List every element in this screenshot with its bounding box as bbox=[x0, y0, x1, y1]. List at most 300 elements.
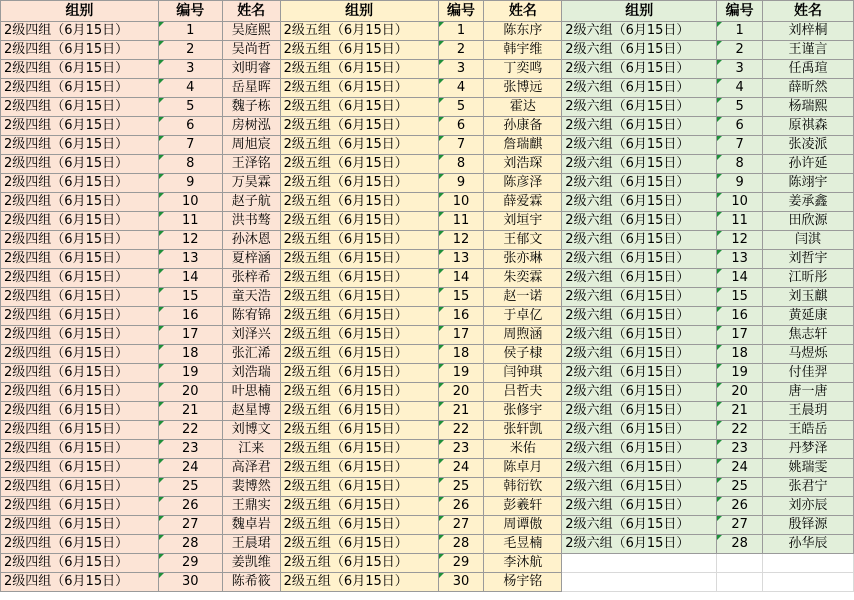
empty-cell[interactable] bbox=[717, 554, 763, 573]
group-cell[interactable]: 2级四组（6月15日） bbox=[1, 402, 159, 421]
number-cell[interactable]: 18 bbox=[717, 345, 763, 364]
number-cell[interactable]: 20 bbox=[438, 383, 484, 402]
name-cell[interactable]: 薛爱霖 bbox=[484, 193, 562, 212]
name-cell[interactable]: 朱奕霖 bbox=[484, 269, 562, 288]
group-cell[interactable]: 2级四组（6月15日） bbox=[1, 231, 159, 250]
group-cell[interactable]: 2级五组（6月15日） bbox=[280, 383, 438, 402]
number-cell[interactable]: 28 bbox=[438, 535, 484, 554]
name-cell[interactable]: 陈宥锦 bbox=[222, 307, 280, 326]
group-cell[interactable]: 2级四组（6月15日） bbox=[1, 60, 159, 79]
group-cell[interactable]: 2级六组（6月15日） bbox=[562, 212, 717, 231]
group-cell[interactable]: 2级五组（6月15日） bbox=[280, 60, 438, 79]
name-cell[interactable]: 马煜烁 bbox=[763, 345, 854, 364]
name-cell[interactable]: 刘哲宇 bbox=[763, 250, 854, 269]
number-cell[interactable]: 23 bbox=[438, 440, 484, 459]
empty-cell[interactable] bbox=[717, 573, 763, 592]
name-cell[interactable]: 黄延康 bbox=[763, 307, 854, 326]
number-cell[interactable]: 3 bbox=[438, 60, 484, 79]
group-cell[interactable]: 2级六组（6月15日） bbox=[562, 174, 717, 193]
name-cell[interactable]: 殷铎源 bbox=[763, 516, 854, 535]
name-cell[interactable]: 陈彦泽 bbox=[484, 174, 562, 193]
number-cell[interactable]: 14 bbox=[717, 269, 763, 288]
name-cell[interactable]: 孙沐恩 bbox=[222, 231, 280, 250]
name-cell[interactable]: 张汇浠 bbox=[222, 345, 280, 364]
table-row bbox=[1, 554, 854, 573]
table-row bbox=[1, 22, 854, 41]
group-cell[interactable]: 2级五组（6月15日） bbox=[280, 212, 438, 231]
group-cell[interactable]: 2级五组（6月15日） bbox=[280, 516, 438, 535]
header-name-2[interactable]: 姓名 bbox=[484, 1, 562, 22]
group-cell[interactable]: 2级四组（6月15日） bbox=[1, 98, 159, 117]
group-cell[interactable]: 2级五组（6月15日） bbox=[280, 459, 438, 478]
name-cell[interactable]: 王泽铭 bbox=[222, 155, 280, 174]
group-cell[interactable]: 2级六组（6月15日） bbox=[562, 250, 717, 269]
number-cell[interactable]: 16 bbox=[717, 307, 763, 326]
name-cell[interactable]: 魏卓岩 bbox=[222, 516, 280, 535]
empty-cell[interactable] bbox=[763, 573, 854, 592]
group-cell[interactable]: 2级四组（6月15日） bbox=[1, 326, 159, 345]
header-name-1[interactable]: 姓名 bbox=[222, 1, 280, 22]
table-row bbox=[1, 573, 854, 592]
name-cell[interactable]: 吕哲夫 bbox=[484, 383, 562, 402]
name-cell[interactable]: 田欣源 bbox=[763, 212, 854, 231]
table-row bbox=[1, 345, 854, 364]
table-row bbox=[1, 136, 854, 155]
name-cell[interactable]: 洪书骜 bbox=[222, 212, 280, 231]
header-name-3[interactable]: 姓名 bbox=[763, 1, 854, 22]
number-cell[interactable]: 11 bbox=[438, 212, 484, 231]
group-cell[interactable]: 2级六组（6月15日） bbox=[562, 193, 717, 212]
header-number-1[interactable]: 编号 bbox=[158, 1, 222, 22]
group-cell[interactable]: 2级五组（6月15日） bbox=[280, 345, 438, 364]
number-cell[interactable]: 17 bbox=[158, 326, 222, 345]
group-cell[interactable]: 2级五组（6月15日） bbox=[280, 193, 438, 212]
number-cell[interactable]: 28 bbox=[158, 535, 222, 554]
number-cell[interactable]: 26 bbox=[158, 497, 222, 516]
group-cell[interactable]: 2级四组（6月15日） bbox=[1, 364, 159, 383]
name-cell[interactable]: 焦志轩 bbox=[763, 326, 854, 345]
name-cell[interactable]: 周旭宸 bbox=[222, 136, 280, 155]
name-cell[interactable]: 陈卓月 bbox=[484, 459, 562, 478]
header-number-3[interactable]: 编号 bbox=[717, 1, 763, 22]
number-cell[interactable]: 22 bbox=[717, 421, 763, 440]
number-cell[interactable]: 21 bbox=[158, 402, 222, 421]
number-cell[interactable]: 25 bbox=[158, 478, 222, 497]
name-cell[interactable]: 高泽君 bbox=[222, 459, 280, 478]
number-cell[interactable]: 5 bbox=[438, 98, 484, 117]
table-row bbox=[1, 98, 854, 117]
name-cell[interactable]: 张亦琳 bbox=[484, 250, 562, 269]
group-cell[interactable]: 2级五组（6月15日） bbox=[280, 554, 438, 573]
name-cell[interactable]: 孙许延 bbox=[763, 155, 854, 174]
group-cell[interactable]: 2级六组（6月15日） bbox=[562, 516, 717, 535]
number-cell[interactable]: 22 bbox=[438, 421, 484, 440]
group-cell[interactable]: 2级五组（6月15日） bbox=[280, 478, 438, 497]
name-cell[interactable]: 丹梦泽 bbox=[763, 440, 854, 459]
group-cell[interactable]: 2级四组（6月15日） bbox=[1, 554, 159, 573]
group-cell[interactable]: 2级四组（6月15日） bbox=[1, 516, 159, 535]
table-row bbox=[1, 402, 854, 421]
number-cell[interactable]: 8 bbox=[158, 155, 222, 174]
group-cell[interactable]: 2级五组（6月15日） bbox=[280, 288, 438, 307]
group-cell[interactable]: 2级四组（6月15日） bbox=[1, 421, 159, 440]
group-cell[interactable]: 2级四组（6月15日） bbox=[1, 307, 159, 326]
number-cell[interactable]: 6 bbox=[438, 117, 484, 136]
number-cell[interactable]: 19 bbox=[158, 364, 222, 383]
name-cell[interactable]: 丁奕鸣 bbox=[484, 60, 562, 79]
number-cell[interactable]: 7 bbox=[158, 136, 222, 155]
group-cell[interactable]: 2级五组（6月15日） bbox=[280, 364, 438, 383]
number-cell[interactable]: 25 bbox=[717, 478, 763, 497]
number-cell[interactable]: 12 bbox=[438, 231, 484, 250]
group-cell[interactable]: 2级六组（6月15日） bbox=[562, 117, 717, 136]
name-cell[interactable]: 吴尚哲 bbox=[222, 41, 280, 60]
group-cell[interactable]: 2级五组（6月15日） bbox=[280, 174, 438, 193]
number-cell[interactable]: 25 bbox=[438, 478, 484, 497]
name-cell[interactable]: 赵一诺 bbox=[484, 288, 562, 307]
group-cell[interactable]: 2级四组（6月15日） bbox=[1, 288, 159, 307]
name-cell[interactable]: 刘梓桐 bbox=[763, 22, 854, 41]
name-cell[interactable]: 詹瑞麒 bbox=[484, 136, 562, 155]
group-cell[interactable]: 2级六组（6月15日） bbox=[562, 383, 717, 402]
number-cell[interactable]: 1 bbox=[438, 22, 484, 41]
number-cell[interactable]: 11 bbox=[158, 212, 222, 231]
header-number-2[interactable]: 编号 bbox=[438, 1, 484, 22]
number-cell[interactable]: 7 bbox=[438, 136, 484, 155]
group-cell[interactable]: 2级六组（6月15日） bbox=[562, 98, 717, 117]
name-cell[interactable]: 房树泓 bbox=[222, 117, 280, 136]
number-cell[interactable]: 3 bbox=[717, 60, 763, 79]
group-cell[interactable]: 2级四组（6月15日） bbox=[1, 193, 159, 212]
name-cell[interactable]: 于卓亿 bbox=[484, 307, 562, 326]
number-cell[interactable]: 21 bbox=[438, 402, 484, 421]
name-cell[interactable]: 韩衍钦 bbox=[484, 478, 562, 497]
number-cell[interactable]: 13 bbox=[158, 250, 222, 269]
name-cell[interactable]: 张博远 bbox=[484, 79, 562, 98]
group-cell[interactable]: 2级六组（6月15日） bbox=[562, 231, 717, 250]
group-cell[interactable]: 2级六组（6月15日） bbox=[562, 478, 717, 497]
table-row bbox=[1, 440, 854, 459]
name-cell[interactable]: 付佳羿 bbox=[763, 364, 854, 383]
name-cell[interactable]: 刘浩瑞 bbox=[222, 364, 280, 383]
number-cell[interactable]: 5 bbox=[158, 98, 222, 117]
name-cell[interactable]: 孙康备 bbox=[484, 117, 562, 136]
number-cell[interactable]: 2 bbox=[717, 41, 763, 60]
name-cell[interactable]: 陈翊宇 bbox=[763, 174, 854, 193]
number-cell[interactable]: 30 bbox=[438, 573, 484, 592]
group-cell[interactable]: 2级四组（6月15日） bbox=[1, 573, 159, 592]
group-cell[interactable]: 2级四组（6月15日） bbox=[1, 535, 159, 554]
name-cell[interactable]: 王鼎实 bbox=[222, 497, 280, 516]
number-cell[interactable]: 6 bbox=[158, 117, 222, 136]
group-cell[interactable]: 2级四组（6月15日） bbox=[1, 174, 159, 193]
number-cell[interactable]: 10 bbox=[438, 193, 484, 212]
number-cell[interactable]: 9 bbox=[717, 174, 763, 193]
number-cell[interactable]: 28 bbox=[717, 535, 763, 554]
name-cell[interactable]: 岳星晖 bbox=[222, 79, 280, 98]
name-cell[interactable]: 江来 bbox=[222, 440, 280, 459]
name-cell[interactable]: 杨宇铭 bbox=[484, 573, 562, 592]
group-cell[interactable]: 2级六组（6月15日） bbox=[562, 136, 717, 155]
group-cell[interactable]: 2级六组（6月15日） bbox=[562, 60, 717, 79]
table-row bbox=[1, 516, 854, 535]
number-cell[interactable]: 19 bbox=[438, 364, 484, 383]
name-cell[interactable]: 张轩凯 bbox=[484, 421, 562, 440]
group-cell[interactable]: 2级四组（6月15日） bbox=[1, 117, 159, 136]
name-cell[interactable]: 叶思楠 bbox=[222, 383, 280, 402]
name-cell[interactable]: 霍达 bbox=[484, 98, 562, 117]
number-cell[interactable]: 9 bbox=[438, 174, 484, 193]
empty-cell[interactable] bbox=[562, 573, 717, 592]
number-cell[interactable]: 27 bbox=[438, 516, 484, 535]
name-cell[interactable]: 魏子栋 bbox=[222, 98, 280, 117]
table-row bbox=[1, 212, 854, 231]
empty-cell[interactable] bbox=[562, 554, 717, 573]
group-cell[interactable]: 2级六组（6月15日） bbox=[562, 364, 717, 383]
group-cell[interactable]: 2级四组（6月15日） bbox=[1, 269, 159, 288]
empty-cell[interactable] bbox=[763, 554, 854, 573]
group-cell[interactable]: 2级六组（6月15日） bbox=[562, 459, 717, 478]
name-cell[interactable]: 刘泽兴 bbox=[222, 326, 280, 345]
group-cell[interactable]: 2级五组（6月15日） bbox=[280, 421, 438, 440]
group-cell[interactable]: 2级六组（6月15日） bbox=[562, 535, 717, 554]
number-cell[interactable]: 11 bbox=[717, 212, 763, 231]
group-cell[interactable]: 2级六组（6月15日） bbox=[562, 41, 717, 60]
name-cell[interactable]: 毛昱楠 bbox=[484, 535, 562, 554]
group-cell[interactable]: 2级六组（6月15日） bbox=[562, 326, 717, 345]
table-row bbox=[1, 307, 854, 326]
table-row bbox=[1, 193, 854, 212]
number-cell[interactable]: 15 bbox=[438, 288, 484, 307]
name-cell[interactable]: 张修宇 bbox=[484, 402, 562, 421]
name-cell[interactable]: 韩宇维 bbox=[484, 41, 562, 60]
number-cell[interactable]: 20 bbox=[717, 383, 763, 402]
group-cell[interactable]: 2级五组（6月15日） bbox=[280, 117, 438, 136]
number-cell[interactable]: 22 bbox=[158, 421, 222, 440]
group-cell[interactable]: 2级五组（6月15日） bbox=[280, 79, 438, 98]
name-cell[interactable]: 任禹瑄 bbox=[763, 60, 854, 79]
number-cell[interactable]: 14 bbox=[158, 269, 222, 288]
name-cell[interactable]: 赵星博 bbox=[222, 402, 280, 421]
number-cell[interactable]: 30 bbox=[158, 573, 222, 592]
name-cell[interactable]: 姚瑞雯 bbox=[763, 459, 854, 478]
number-cell[interactable]: 24 bbox=[438, 459, 484, 478]
number-cell[interactable]: 23 bbox=[158, 440, 222, 459]
number-cell[interactable]: 12 bbox=[717, 231, 763, 250]
name-cell[interactable]: 王郁文 bbox=[484, 231, 562, 250]
header-row bbox=[1, 1, 854, 22]
number-cell[interactable]: 8 bbox=[717, 155, 763, 174]
group-cell[interactable]: 2级六组（6月15日） bbox=[562, 345, 717, 364]
group-cell[interactable]: 2级五组（6月15日） bbox=[280, 250, 438, 269]
number-cell[interactable]: 7 bbox=[717, 136, 763, 155]
group-cell[interactable]: 2级六组（6月15日） bbox=[562, 79, 717, 98]
number-cell[interactable]: 23 bbox=[717, 440, 763, 459]
name-cell[interactable]: 裴博然 bbox=[222, 478, 280, 497]
number-cell[interactable]: 27 bbox=[717, 516, 763, 535]
table-row bbox=[1, 326, 854, 345]
number-cell[interactable]: 13 bbox=[717, 250, 763, 269]
name-cell[interactable]: 唐一唐 bbox=[763, 383, 854, 402]
number-cell[interactable]: 2 bbox=[158, 41, 222, 60]
name-cell[interactable]: 姜承鑫 bbox=[763, 193, 854, 212]
group-cell[interactable]: 2级六组（6月15日） bbox=[562, 288, 717, 307]
number-cell[interactable]: 15 bbox=[158, 288, 222, 307]
number-cell[interactable]: 13 bbox=[438, 250, 484, 269]
name-cell[interactable]: 张君宁 bbox=[763, 478, 854, 497]
name-cell[interactable]: 万昊霖 bbox=[222, 174, 280, 193]
number-cell[interactable]: 4 bbox=[717, 79, 763, 98]
name-cell[interactable]: 王皓岳 bbox=[763, 421, 854, 440]
table-row bbox=[1, 60, 854, 79]
group-cell[interactable]: 2级四组（6月15日） bbox=[1, 212, 159, 231]
number-cell[interactable]: 26 bbox=[438, 497, 484, 516]
number-cell[interactable]: 19 bbox=[717, 364, 763, 383]
number-cell[interactable]: 10 bbox=[158, 193, 222, 212]
name-cell[interactable]: 王谨言 bbox=[763, 41, 854, 60]
number-cell[interactable]: 10 bbox=[717, 193, 763, 212]
name-cell[interactable]: 侯子棣 bbox=[484, 345, 562, 364]
number-cell[interactable]: 4 bbox=[438, 79, 484, 98]
number-cell[interactable]: 9 bbox=[158, 174, 222, 193]
group-cell[interactable]: 2级五组（6月15日） bbox=[280, 136, 438, 155]
group-cell[interactable]: 2级六组（6月15日） bbox=[562, 497, 717, 516]
header-group-2[interactable]: 组别 bbox=[280, 1, 438, 22]
group-cell[interactable]: 2级四组（6月15日） bbox=[1, 478, 159, 497]
number-cell[interactable]: 18 bbox=[438, 345, 484, 364]
group-cell[interactable]: 2级五组（6月15日） bbox=[280, 440, 438, 459]
group-cell[interactable]: 2级四组（6月15日） bbox=[1, 497, 159, 516]
name-cell[interactable]: 吴庭熙 bbox=[222, 22, 280, 41]
group-cell[interactable]: 2级四组（6月15日） bbox=[1, 136, 159, 155]
name-cell[interactable]: 刘博文 bbox=[222, 421, 280, 440]
group-cell[interactable]: 2级四组（6月15日） bbox=[1, 22, 159, 41]
number-cell[interactable]: 8 bbox=[438, 155, 484, 174]
table-row bbox=[1, 288, 854, 307]
group-cell[interactable]: 2级五组（6月15日） bbox=[280, 326, 438, 345]
number-cell[interactable]: 18 bbox=[158, 345, 222, 364]
group-cell[interactable]: 2级六组（6月15日） bbox=[562, 421, 717, 440]
group-cell[interactable]: 2级五组（6月15日） bbox=[280, 22, 438, 41]
group-cell[interactable]: 2级五组（6月15日） bbox=[280, 307, 438, 326]
header-group-3[interactable]: 组别 bbox=[562, 1, 717, 22]
number-cell[interactable]: 16 bbox=[438, 307, 484, 326]
table-row bbox=[1, 250, 854, 269]
name-cell[interactable]: 姜凯维 bbox=[222, 554, 280, 573]
name-cell[interactable]: 刘浩琛 bbox=[484, 155, 562, 174]
name-cell[interactable]: 刘亦辰 bbox=[763, 497, 854, 516]
name-cell[interactable]: 张梓希 bbox=[222, 269, 280, 288]
group-cell[interactable]: 2级五组（6月15日） bbox=[280, 41, 438, 60]
group-cell[interactable]: 2级四组（6月15日） bbox=[1, 459, 159, 478]
name-cell[interactable]: 杨瑞熙 bbox=[763, 98, 854, 117]
number-cell[interactable]: 29 bbox=[158, 554, 222, 573]
group-cell[interactable]: 2级六组（6月15日） bbox=[562, 440, 717, 459]
name-cell[interactable]: 刘玉麒 bbox=[763, 288, 854, 307]
name-cell[interactable]: 原祺森 bbox=[763, 117, 854, 136]
number-cell[interactable]: 15 bbox=[717, 288, 763, 307]
group-cell[interactable]: 2级四组（6月15日） bbox=[1, 345, 159, 364]
number-cell[interactable]: 4 bbox=[158, 79, 222, 98]
group-cell[interactable]: 2级五组（6月15日） bbox=[280, 155, 438, 174]
group-cell[interactable]: 2级五组（6月15日） bbox=[280, 269, 438, 288]
number-cell[interactable]: 6 bbox=[717, 117, 763, 136]
number-cell[interactable]: 27 bbox=[158, 516, 222, 535]
table-row bbox=[1, 174, 854, 193]
number-cell[interactable]: 3 bbox=[158, 60, 222, 79]
name-cell[interactable]: 陈希筱 bbox=[222, 573, 280, 592]
number-cell[interactable]: 26 bbox=[717, 497, 763, 516]
name-cell[interactable]: 闫钟琪 bbox=[484, 364, 562, 383]
number-cell[interactable]: 21 bbox=[717, 402, 763, 421]
group-cell[interactable]: 2级四组（6月15日） bbox=[1, 41, 159, 60]
number-cell[interactable]: 2 bbox=[438, 41, 484, 60]
group-cell[interactable]: 2级六组（6月15日） bbox=[562, 402, 717, 421]
group-cell[interactable]: 2级六组（6月15日） bbox=[562, 307, 717, 326]
name-cell[interactable]: 夏梓涵 bbox=[222, 250, 280, 269]
number-cell[interactable]: 16 bbox=[158, 307, 222, 326]
number-cell[interactable]: 24 bbox=[717, 459, 763, 478]
group-cell[interactable]: 2级六组（6月15日） bbox=[562, 269, 717, 288]
header-group-1[interactable]: 组别 bbox=[1, 1, 159, 22]
group-cell[interactable]: 2级五组（6月15日） bbox=[280, 573, 438, 592]
name-cell[interactable]: 刘明睿 bbox=[222, 60, 280, 79]
name-cell[interactable]: 孙华辰 bbox=[763, 535, 854, 554]
name-cell[interactable]: 闫淇 bbox=[763, 231, 854, 250]
number-cell[interactable]: 17 bbox=[717, 326, 763, 345]
name-cell[interactable]: 王晨玥 bbox=[763, 402, 854, 421]
number-cell[interactable]: 20 bbox=[158, 383, 222, 402]
name-cell[interactable]: 彭羲轩 bbox=[484, 497, 562, 516]
group-cell[interactable]: 2级六组（6月15日） bbox=[562, 22, 717, 41]
name-cell[interactable]: 张凌派 bbox=[763, 136, 854, 155]
table-row bbox=[1, 383, 854, 402]
number-cell[interactable]: 24 bbox=[158, 459, 222, 478]
name-cell[interactable]: 陈东序 bbox=[484, 22, 562, 41]
group-cell[interactable]: 2级五组（6月15日） bbox=[280, 402, 438, 421]
name-cell[interactable]: 童天浩 bbox=[222, 288, 280, 307]
group-cell[interactable]: 2级四组（6月15日） bbox=[1, 79, 159, 98]
group-cell[interactable]: 2级五组（6月15日） bbox=[280, 98, 438, 117]
number-cell[interactable]: 17 bbox=[438, 326, 484, 345]
name-cell[interactable]: 薛昕然 bbox=[763, 79, 854, 98]
group-cell[interactable]: 2级四组（6月15日） bbox=[1, 383, 159, 402]
name-cell[interactable]: 赵子航 bbox=[222, 193, 280, 212]
number-cell[interactable]: 1 bbox=[158, 22, 222, 41]
group-cell[interactable]: 2级五组（6月15日） bbox=[280, 535, 438, 554]
group-cell[interactable]: 2级四组（6月15日） bbox=[1, 155, 159, 174]
group-cell[interactable]: 2级四组（6月15日） bbox=[1, 250, 159, 269]
group-cell[interactable]: 2级四组（6月15日） bbox=[1, 440, 159, 459]
number-cell[interactable]: 12 bbox=[158, 231, 222, 250]
roster-body bbox=[1, 22, 854, 592]
table-row bbox=[1, 155, 854, 174]
group-cell[interactable]: 2级六组（6月15日） bbox=[562, 155, 717, 174]
name-cell[interactable]: 米佑 bbox=[484, 440, 562, 459]
group-cell[interactable]: 2级五组（6月15日） bbox=[280, 231, 438, 250]
name-cell[interactable]: 李沐航 bbox=[484, 554, 562, 573]
name-cell[interactable]: 周谭傲 bbox=[484, 516, 562, 535]
name-cell[interactable]: 周煦涵 bbox=[484, 326, 562, 345]
number-cell[interactable]: 14 bbox=[438, 269, 484, 288]
number-cell[interactable]: 5 bbox=[717, 98, 763, 117]
name-cell[interactable]: 江昕彤 bbox=[763, 269, 854, 288]
name-cell[interactable]: 王晨珺 bbox=[222, 535, 280, 554]
name-cell[interactable]: 刘垣宇 bbox=[484, 212, 562, 231]
number-cell[interactable]: 1 bbox=[717, 22, 763, 41]
group-cell[interactable]: 2级五组（6月15日） bbox=[280, 497, 438, 516]
number-cell[interactable]: 29 bbox=[438, 554, 484, 573]
